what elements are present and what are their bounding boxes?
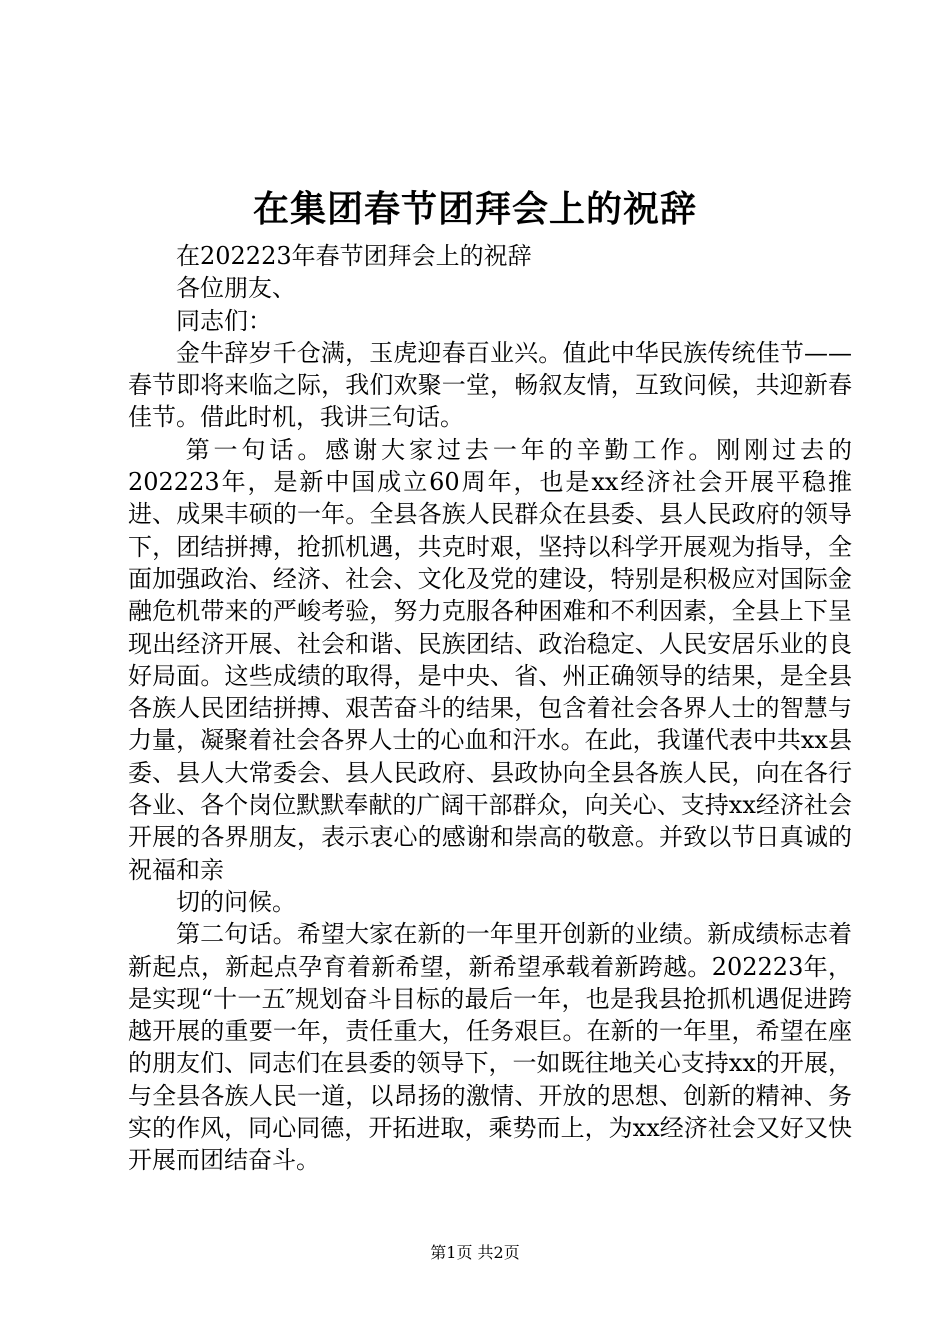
- paragraph-opening: 金牛辞岁千仓满，玉虎迎春百业兴。值此中华民族传统佳节——春节即将来临之际，我们欢聚一堂，畅叙友情，互致问候，共迎新春佳节。借此时机，我讲三句话。: [128, 338, 852, 432]
- paragraph-salutation-2: 同志们：: [176, 306, 272, 335]
- page-footer: 第1页 共2页: [430, 1243, 520, 1262]
- document-title: 在集团春节团拜会上的祝辞: [252, 188, 697, 230]
- paragraph-first-point: 第一句话。感谢大家过去一年的辛勤工作。刚刚过去的202223年，是新中国成立60周年，也是xx经济社会开展平稳推进、成果丰硕的一年。全县各族人民群众在县委、县人民政府的领导下，团结拼搏，抢抓机遇，共克时艰，坚持以科学开展观为指导，全面加强政治、经济、社会、文化及党的建设，特别是积极应对国际金融危机带来的严峻考验，努力克服各种困难和不利因素，全县上下呈现出经济开展、社会和谐、民族团结、政治稳定、人民安居乐业的良好局面。这些成绩的取得，是中央、省、州正确领导的结果，是全县各族人民团结拼搏、艰苦奋斗的结果，包含着社会各界人士的智慧与力量，凝聚着社会各界人士的心血和汗水。在此，我谨代表中共xx县委、县人大常委会、县人民政府、县政协向全县各族人民，向在各行各业、各个岗位默默奉献的广阔干部群众，向关心、支持xx经济社会开展的各界朋友，表示衷心的感谢和崇高的敬意。并致以节日真诚的祝福和亲: [128, 435, 852, 884]
- paragraph-salutation-1: 各位朋友、: [176, 274, 296, 303]
- document-body: [128, 240, 852, 1177]
- paragraph-second-point: 第二句话。希望大家在新的一年里开创新的业绩。新成绩标志着新起点，新起点孕育着新希望，新希望承载着新跨越。202223年，是实现“十一五″规划奋斗目标的最后一年，也是我县抢抓机遇促进跨越开展的重要一年，责任重大，任务艰巨。在新的一年里，希望在座的朋友们、同志们在县委的领导下，一如既往地关心支持xx的开展，与全县各族人民一道，以昂扬的激情、开放的思想、创新的精神、务实的作风，同心同德，开拓进取，乘势而上，为xx经济社会又好又快开展而团结奋斗。: [128, 920, 852, 1175]
- paragraph-first-point-continuation: 切的问候。: [176, 887, 296, 916]
- paragraph-heading-line: 在202223年春节团拜会上的祝辞: [176, 242, 532, 270]
